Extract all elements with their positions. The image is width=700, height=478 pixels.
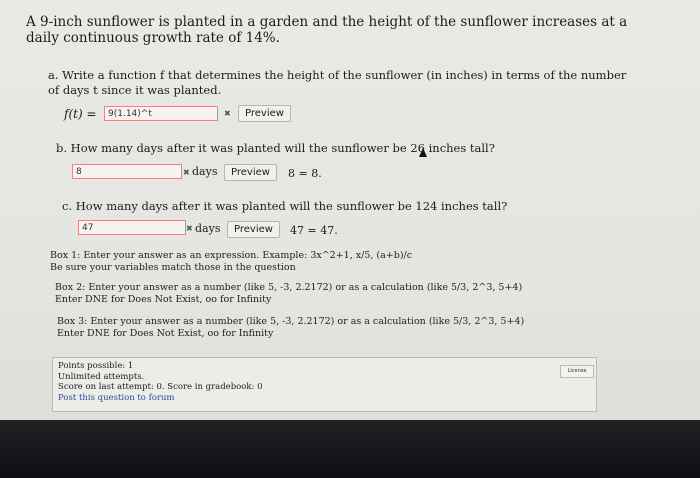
part-c-prompt: c. How many days after it was planted will the sunflower be 124 inches tall? <box>62 199 508 213</box>
incorrect-icon: ✖ <box>183 168 190 177</box>
preview-button-box2[interactable]: Preview <box>224 164 277 181</box>
box2-help <box>55 282 522 306</box>
attempts-info: Unlimited attempts. <box>58 371 145 382</box>
answer-echo: 47 = 47. <box>290 224 338 237</box>
answer-input-box2[interactable]: 8 <box>72 164 182 179</box>
answer-echo: 8 = 8. <box>288 167 322 180</box>
question-info-box <box>52 357 597 412</box>
units-label: days <box>192 165 218 178</box>
function-label: f(t) = <box>64 107 97 121</box>
help-line: Box 1: Enter your answer as an expression. Example: 3x^2+1, x/5, (a+b)/c <box>50 250 413 261</box>
screen-bezel <box>0 420 700 478</box>
units-label: days <box>195 222 221 235</box>
box3-help <box>57 316 524 340</box>
answer-input-box3[interactable]: 47 <box>78 220 186 235</box>
part-b-prompt: b. How many days after it was planted will the sunflower be 26 inches tall? <box>56 141 495 155</box>
help-line: Enter DNE for Does Not Exist, oo for Infinity <box>55 294 272 305</box>
help-line: Box 3: Enter your answer as a number (like 5, -3, 2.2172) or as a calculation (like 5/3, 2^3, 5+4) <box>57 316 525 327</box>
box1-help <box>50 250 412 274</box>
forum-link[interactable]: Post this question to forum <box>58 392 175 403</box>
points-possible: Points possible: 1 <box>58 361 134 371</box>
incorrect-icon: ✖ <box>186 224 193 233</box>
mouse-cursor-icon <box>419 148 427 157</box>
question-text: A 9-inch sunflower is planted in a garden and the height of the sunflower increases at a daily continuous growth rate of 14%. <box>26 14 628 46</box>
answer-input-box1[interactable]: 9(1.14)^t <box>104 106 218 121</box>
incorrect-icon: ✖ <box>224 109 231 118</box>
score-info: Score on last attempt: 0. Score in gradebook: 0 <box>58 382 263 392</box>
preview-button-box3[interactable]: Preview <box>227 221 280 238</box>
help-line: Box 2: Enter your answer as a number (like 5, -3, 2.2172) or as a calculation (like 5/3, 2^3, 5+4) <box>55 282 523 293</box>
help-line: Be sure your variables match those in the question <box>50 262 296 273</box>
part-a-prompt: a. Write a function f that determines the height of the sunflower (in inches) in terms of the number of days t since it was planted. <box>48 68 627 97</box>
preview-button-box1[interactable]: Preview <box>238 105 291 122</box>
help-line: Enter DNE for Does Not Exist, oo for Infinity <box>57 328 274 339</box>
license-button[interactable]: License <box>560 365 594 378</box>
